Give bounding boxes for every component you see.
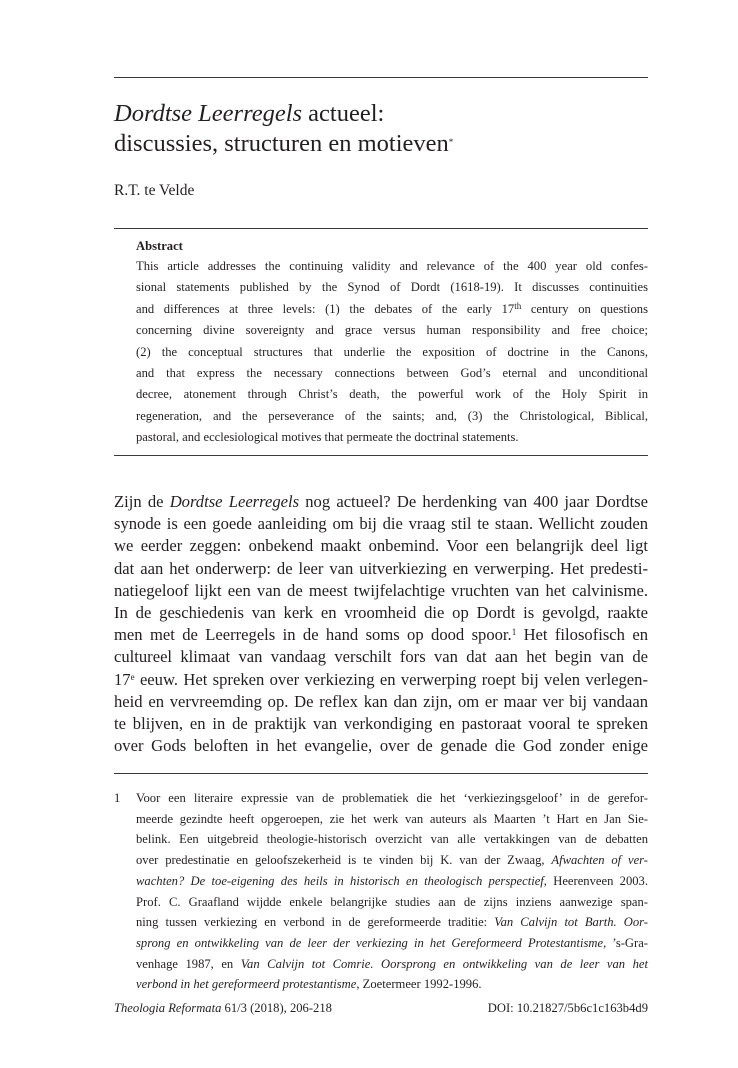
abstract-line: (2) the conceptual structures that underlie the exposition of doctrine in the Canons, bbox=[136, 344, 648, 359]
author: R.T. te Velde bbox=[114, 182, 195, 199]
footnote-line bbox=[136, 974, 648, 995]
footnote-line bbox=[136, 871, 648, 892]
body-text bbox=[114, 491, 648, 757]
footnote-ref[interactable]: 1 bbox=[511, 627, 517, 638]
body-line: over Gods beloften in het evangelie, over de genade die God zonder enige bbox=[114, 736, 648, 756]
footnote-part: , Heerenveen 2003. bbox=[543, 873, 648, 888]
title-line-1 bbox=[114, 100, 384, 127]
body-line: synode is een goede aanleiding om bij die vraag stil te staan. Wellicht zouden bbox=[114, 514, 648, 534]
footnote-line bbox=[136, 933, 648, 954]
body-line bbox=[114, 491, 648, 513]
footnote-part: over predestinatie en geloofszekerheid is te vinden bij K. van der Zwaag, bbox=[136, 853, 552, 868]
top-rule bbox=[114, 77, 648, 78]
abstract-line: regeneration, and the perseverance of the saints; and, (3) the Christological, Biblical, bbox=[136, 408, 648, 423]
footnote-part: ning tussen verkiezing en verbond in de gereformeerde traditie: bbox=[136, 915, 495, 930]
abstract-heading: Abstract bbox=[136, 239, 183, 253]
superscript: e bbox=[130, 671, 135, 682]
footnote-line: belink. Een uitgebreid theologie-historisch overzicht van alle vertakkingen van de debatten bbox=[136, 832, 648, 847]
body-line-part: eeuw. Het spreken over verkiezing en verwerping roept bij velen verlegen- bbox=[134, 669, 648, 689]
doi[interactable]: DOI: 10.21827/5b6c1c163b4d9 bbox=[487, 1001, 648, 1015]
footnote-italic: verbond in het gereformeerd protestantisme bbox=[136, 977, 357, 992]
body-line-part: men met de Leerregels in de hand soms op dood spoor. bbox=[114, 625, 512, 645]
footnote-line bbox=[136, 912, 648, 933]
footnote-rule bbox=[114, 773, 648, 774]
footnote-italic: wachten? De toe-eigening des heils in historisch en theologisch perspectief bbox=[136, 873, 544, 888]
body-line: cultureel klimaat van vandaag verschilt fors van dat aan het begin van de bbox=[114, 647, 648, 667]
abstract-line: This article addresses the continuing validity and relevance of the 400 year old confes- bbox=[136, 259, 648, 273]
abstract-line: sional statements published by the Synod of Dordt (1618-19). It discusses continuities bbox=[136, 280, 648, 295]
abstract-bottom-rule bbox=[114, 455, 648, 456]
title-italic: Dordtse Leerregels bbox=[114, 100, 303, 127]
body-line: we eerder zeggen: onbekend maakt onbemind. Voor een belangrijk deel ligt bbox=[114, 536, 648, 556]
title-footnote-mark: * bbox=[448, 137, 454, 147]
footnote-text bbox=[136, 788, 648, 995]
footnote-italic: Van Calvijn tot Barth. Oor- bbox=[494, 915, 648, 930]
body-line: In de geschiedenis van kerk en vroomheid die op Dordt is gevolgd, raakte bbox=[114, 603, 648, 623]
body-line-part: Zijn de bbox=[114, 492, 170, 511]
footnote-part: , Zoetermeer 1992-1996. bbox=[356, 977, 482, 992]
body-line: te blijven, en in de praktijk van verkondiging en pastoraat vooral te spreken bbox=[114, 714, 648, 734]
article-title bbox=[114, 99, 648, 159]
footnote-line bbox=[136, 954, 648, 975]
body-line bbox=[114, 624, 648, 646]
footnote-italic: Van Calvijn tot Comrie. Oorsprong en ontwikkeling van de leer van het bbox=[240, 956, 649, 971]
abstract-line: pastoral, and ecclesiological motives that permeate the doctrinal statements. bbox=[136, 430, 519, 445]
footnote-italic: sprong en ontwikkeling van de leer der verkiezing in het Gereformeerd Protestantisme bbox=[136, 935, 604, 950]
footnote-line: Voor een literaire expressie van de problematiek die het ‘verkiezingsgeloof’ in de gerefor- bbox=[136, 791, 648, 805]
abstract-line bbox=[136, 299, 648, 320]
footnote-line: Prof. C. Graafland wijdde enkele belangrijke studies aan de zijns inziens aanwezige span- bbox=[136, 894, 648, 909]
body-line: dat aan het onderwerp: de leer van uitverkiezing en verwerping. Het predesti- bbox=[114, 558, 648, 578]
body-line-part: nog actueel? De herdenking van 400 jaar Dordtse bbox=[299, 492, 648, 511]
footnote-italic: Afwachten of ver- bbox=[551, 853, 648, 868]
abstract-line-part: century on questions bbox=[521, 301, 648, 316]
footnote bbox=[114, 788, 648, 995]
abstract-line: decree, atonement through Christ’s death, the powerful work of the Holy Spirit in bbox=[136, 387, 648, 402]
footnote-part: venhage 1987, en bbox=[136, 956, 241, 971]
title-line-2: discussies, structuren en motieven bbox=[114, 130, 449, 157]
footnote-number: 1 bbox=[114, 791, 121, 805]
body-line: natiegeloof lijkt een van de meest twijfelachtige vruchten van het calvinisme. bbox=[114, 580, 648, 600]
abstract-top-rule bbox=[114, 228, 648, 229]
footnote-part: , ’s-Gra- bbox=[603, 935, 649, 950]
superscript: th bbox=[514, 300, 522, 311]
abstract-line: concerning divine sovereignty and grace versus human responsibility and free choice; bbox=[136, 323, 648, 338]
body-line: heid en vervreemding op. De reflex kan dan zijn, om er maar ver bij vandaan bbox=[114, 691, 648, 711]
body-line bbox=[114, 669, 648, 691]
journal-name: Theologia Reformata bbox=[114, 1001, 222, 1015]
footnote-line bbox=[136, 850, 648, 871]
body-line-part: Het filosofisch en bbox=[516, 625, 648, 645]
footnote-line: meerde gezindte heeft opgeroepen, zie het werk van auteurs als Maarten ’t Hart en Jan Sie- bbox=[136, 811, 648, 826]
abstract-line: and that express the necessary connections between God’s eternal and unconditional bbox=[136, 366, 648, 381]
journal-citation bbox=[114, 1001, 332, 1016]
body-italic: Dordtse Leerregels bbox=[169, 492, 300, 511]
title-rest: actueel: bbox=[302, 100, 385, 127]
journal-issue: 61/3 (2018), 206-218 bbox=[221, 1001, 332, 1015]
abstract-line-part: and differences at three levels: (1) the debates of the early 17 bbox=[136, 301, 515, 316]
body-line-part: 17 bbox=[114, 669, 131, 689]
abstract-text bbox=[136, 256, 648, 449]
abstract-block bbox=[136, 238, 648, 449]
